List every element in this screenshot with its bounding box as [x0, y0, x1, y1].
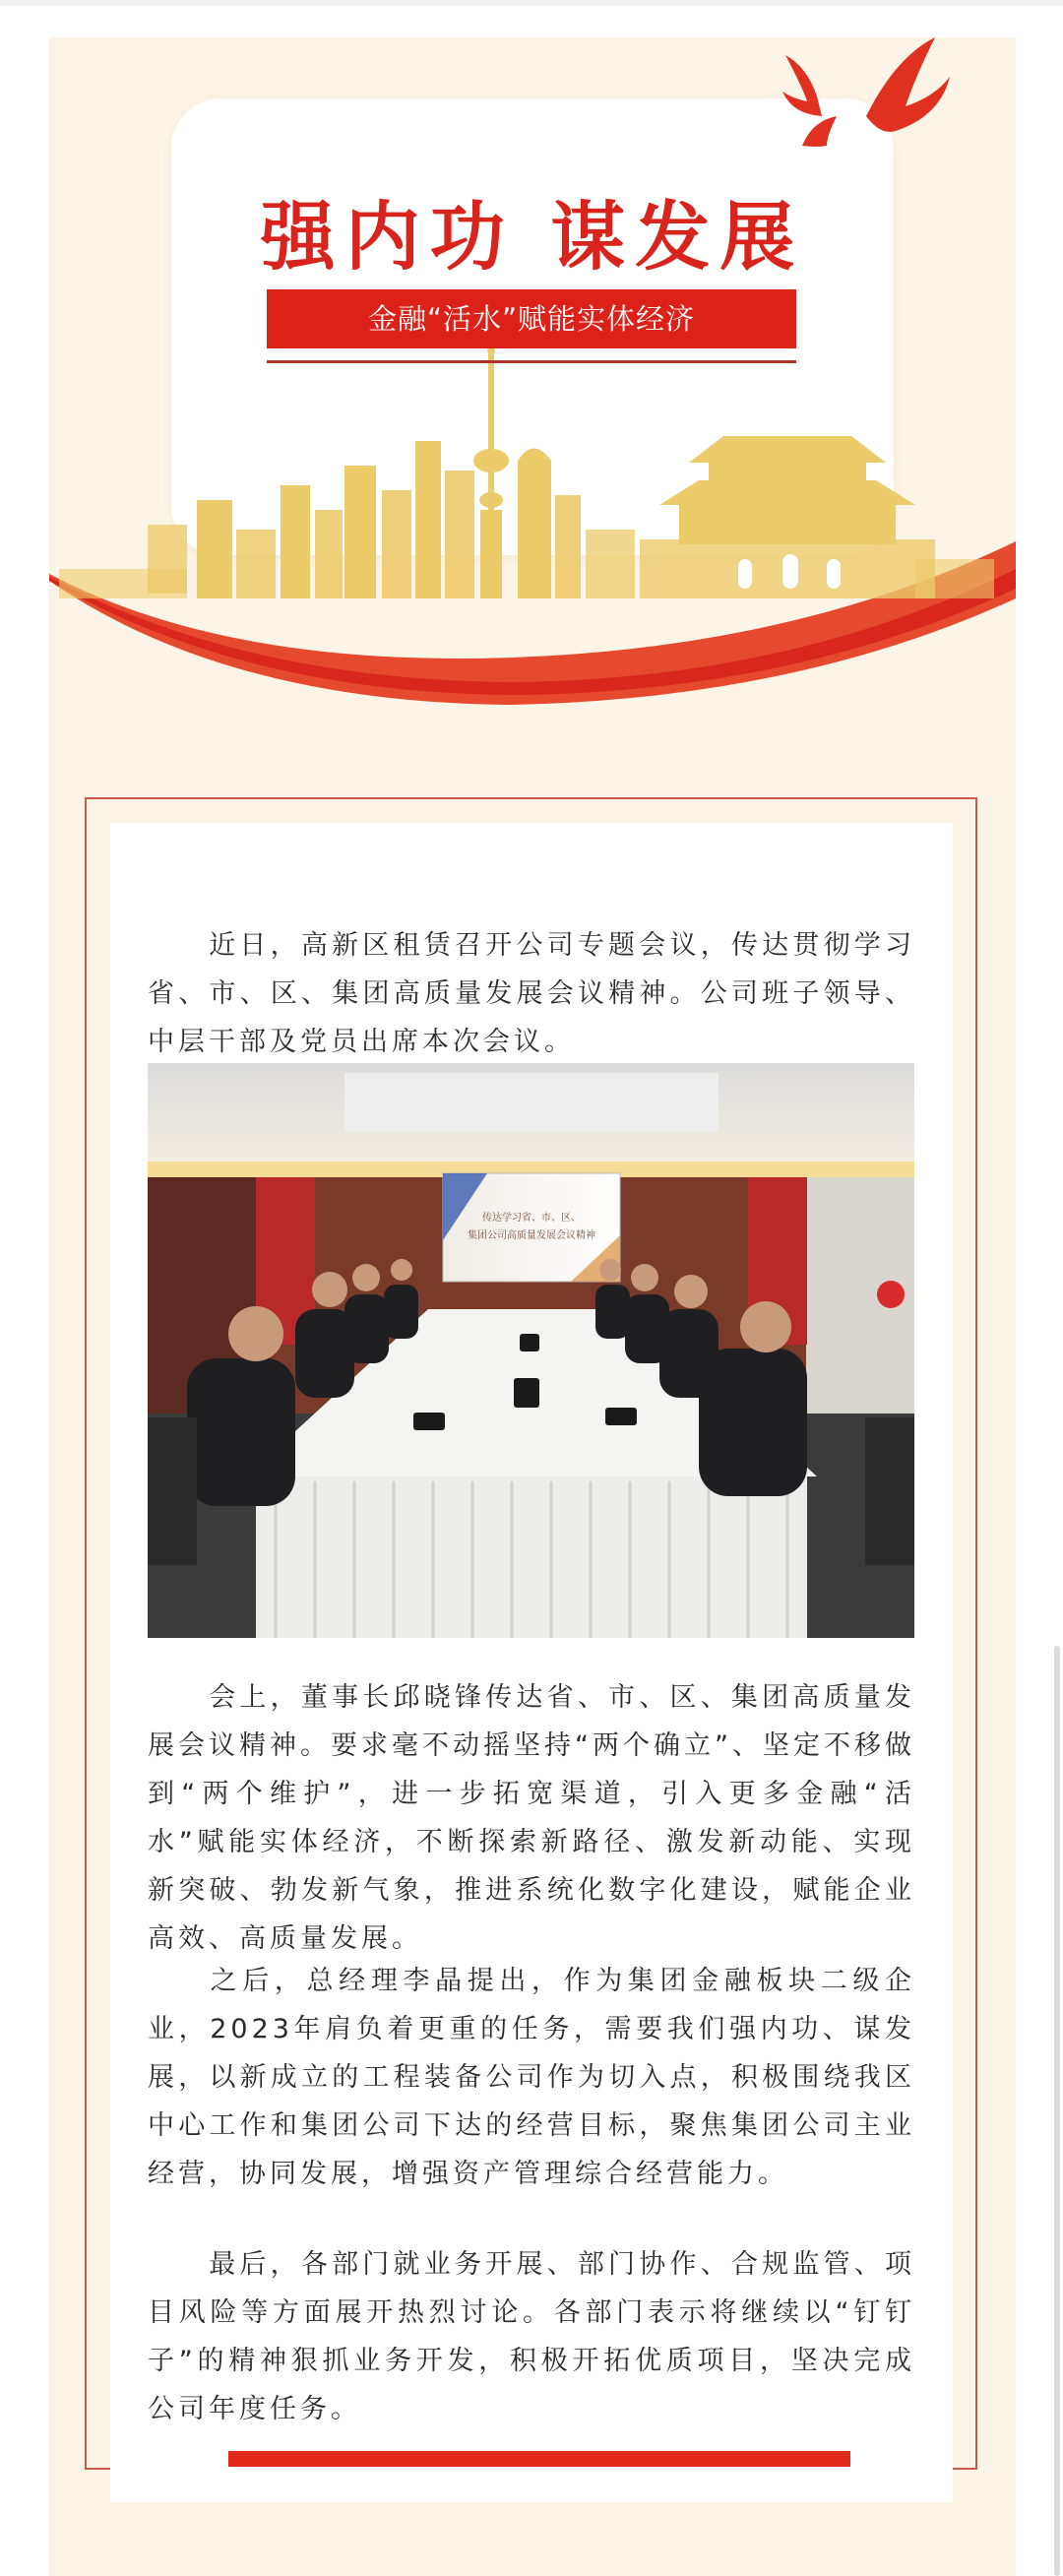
paragraph-3: 之后，总经理李晶提出，作为集团金融板块二级企业，2023年肩负着更重的任务，需要我们强内功、谋发展，以新成立的工程装备公司作为切入点，积极围绕我区中心工作和集团公司下达的经营目标，聚焦集团公司主业经营，协同发展，增强资产管理综合经营能力。: [148, 1966, 915, 2189]
meeting-photo: [148, 1063, 914, 1638]
paragraph-1: 近日，高新区租赁召开公司专题会议，传达贯彻学习省、市、区、集团高质量发展会议精神。公司班子领导、中层干部及党员出席本次会议。: [148, 930, 915, 1057]
paragraph-4: 最后，各部门就业务开展、部门协作、合规监管、项目风险等方面展开热烈讨论。各部门表示将继续以“钉钉子”的精神狠抓业务开发，积极开拓优质项目，坚决完成公司年度任务。: [148, 2249, 915, 2424]
screen-text-2: 集团公司高质量发展会议精神: [468, 1230, 595, 1241]
city-skyline: [49, 37, 1016, 707]
top-divider: [0, 0, 1063, 6]
article-body: [110, 823, 953, 2502]
subtitle-banner: 金融“活水”赋能实体经济: [267, 289, 796, 348]
header-banner: [49, 37, 1016, 707]
paragraph-2: 会上，董事长邱晓锋传达省、市、区、集团高质量发展会议精神。要求毫不动摇坚持“两个确立”、坚定不移做到“两个维护”，进一步拓宽渠道，引入更多金融“活水”赋能实体经济，不断探索新路径、激发新动能、实现新突破、勃发新气象，推进系统化数字化建设，赋能企业高效、高质量发展。: [148, 1682, 915, 1954]
article-page: [49, 37, 1016, 2576]
footer-red-bar: [228, 2451, 850, 2467]
page-title: 强内功 谋发展: [260, 193, 805, 281]
subtitle-underline: [267, 360, 796, 363]
page-scrollbar[interactable]: [1054, 1646, 1060, 2576]
screen-text-1: 传达学习省、市、区、: [482, 1213, 581, 1224]
dove-icon: [782, 37, 950, 147]
